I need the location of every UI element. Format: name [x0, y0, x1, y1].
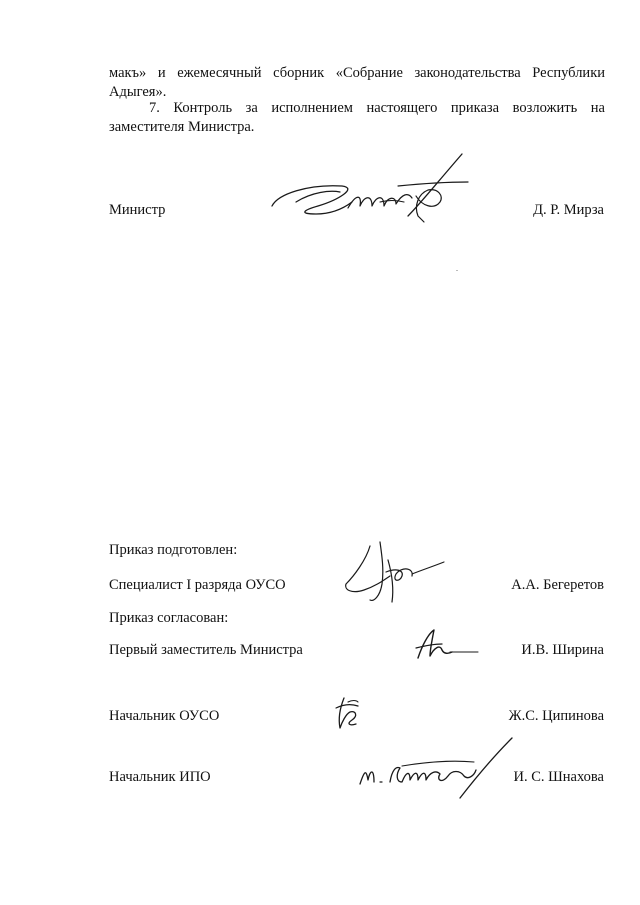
scan-speck: [456, 270, 458, 271]
prepared-signature: [340, 540, 450, 610]
prepared-heading: Приказ подготовлен:: [109, 542, 238, 558]
agreed-position-1: Первый заместитель Министра: [109, 642, 303, 658]
agreed-signature-1: [412, 624, 482, 664]
minister-signature: [268, 150, 478, 230]
paragraph-7: 7. Контроль за исполнением настоящего приказа возложить на заместителя Министра.: [109, 100, 605, 135]
agreed-position-2: Начальник ОУСО: [109, 708, 220, 724]
minister-name: Д. Р. Мирза: [533, 202, 604, 218]
agreed-name-2: Ж.С. Ципинова: [508, 708, 604, 724]
agreed-signature-3: [356, 736, 516, 800]
paragraph-continuation: макъ» и ежемесячный сборник «Собрание законодательства Республики Адыгея».: [109, 65, 605, 100]
prepared-name: А.А. Бегеретов: [511, 577, 604, 593]
minister-position: Министр: [109, 202, 166, 218]
agreed-name-3: И. С. Шнахова: [513, 769, 604, 785]
agreed-name-1: И.В. Ширина: [521, 642, 604, 658]
agreed-position-3: Начальник ИПО: [109, 769, 211, 785]
agreed-signature-2: [330, 694, 370, 734]
prepared-position: Специалист I разряда ОУСО: [109, 577, 286, 593]
agreed-heading: Приказ согласован:: [109, 610, 229, 626]
